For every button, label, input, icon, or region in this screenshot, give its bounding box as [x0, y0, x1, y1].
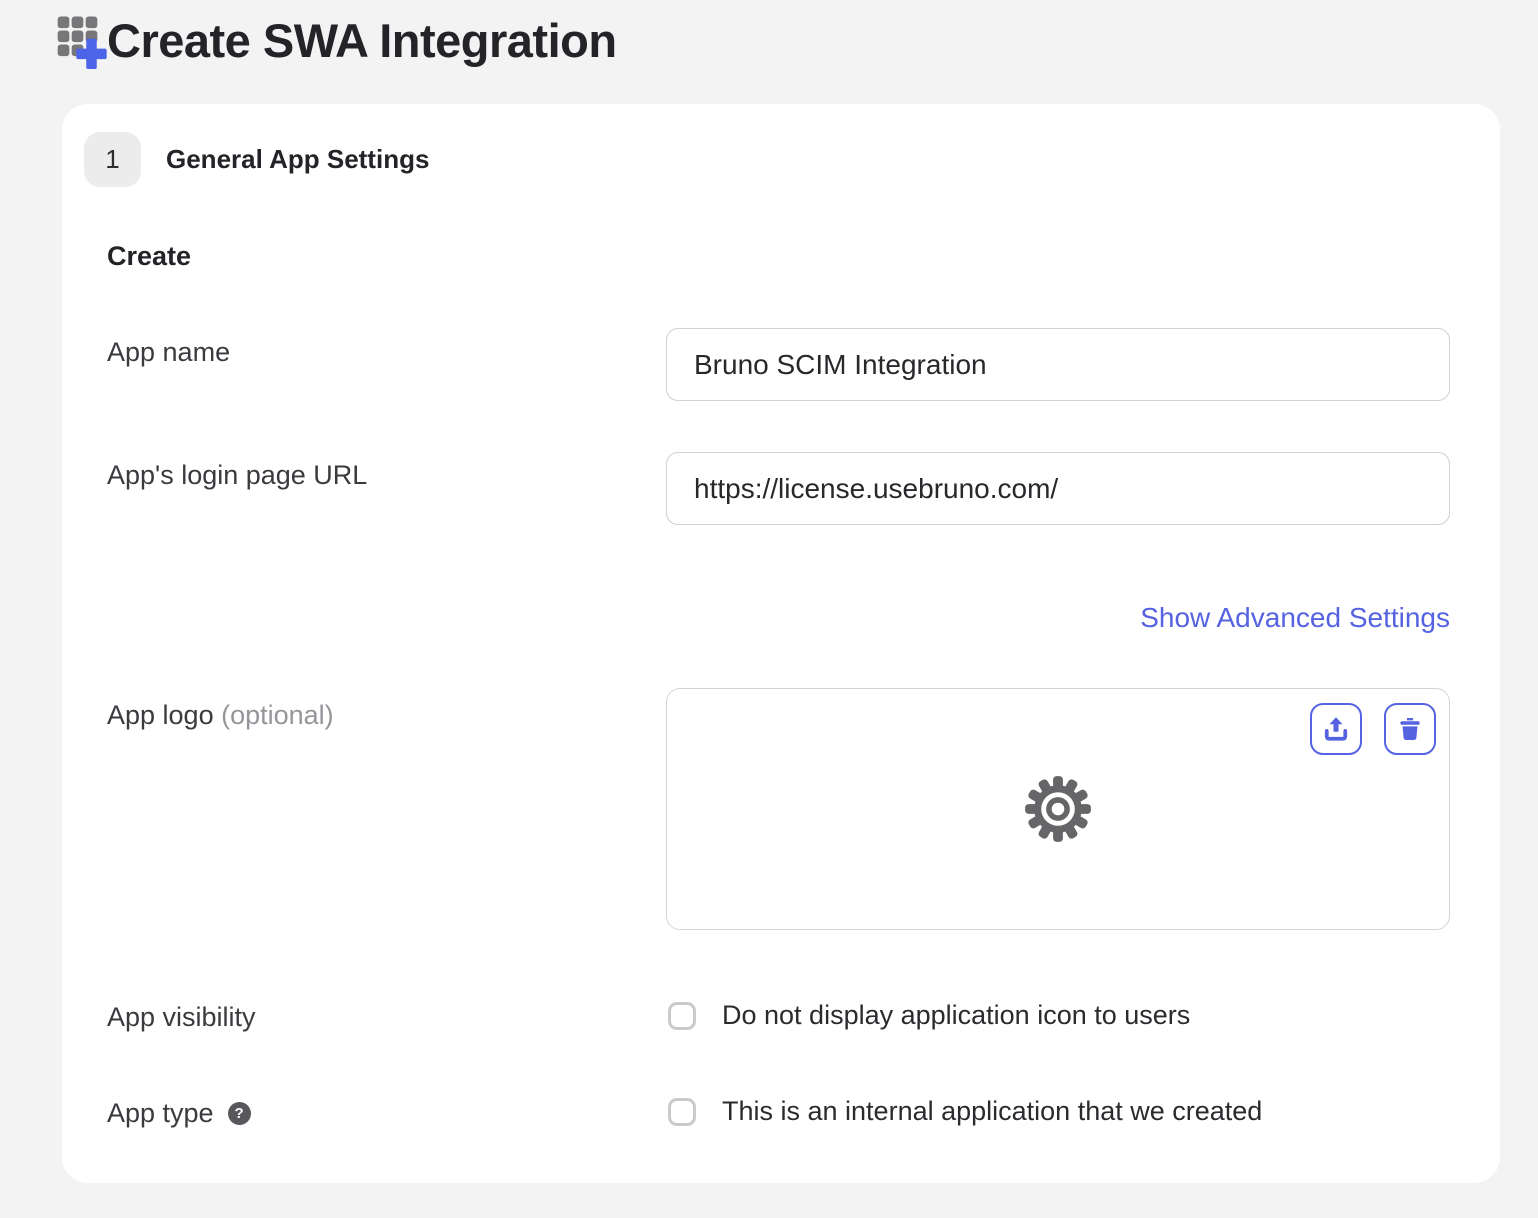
section-heading: Create [107, 241, 192, 271]
app-logo-dropzone[interactable] [666, 688, 1450, 930]
trash-icon [1396, 715, 1424, 743]
grid-plus-icon [55, 13, 107, 69]
app-visibility-checkbox[interactable] [668, 1002, 696, 1030]
app-logo-label-text: App logo [107, 700, 214, 730]
app-type-checkbox-label[interactable]: This is an internal application that we created [722, 1096, 1263, 1126]
step-number-badge: 1 [84, 132, 141, 187]
delete-logo-button[interactable] [1384, 703, 1436, 755]
app-visibility-label: App visibility [107, 1002, 256, 1032]
gear-icon [1023, 774, 1093, 844]
app-type-option [668, 1096, 1262, 1127]
step-title: General App Settings [166, 144, 430, 174]
login-url-input[interactable] [666, 452, 1450, 525]
app-type-label [107, 1098, 251, 1129]
app-name-label: App name [107, 337, 231, 367]
app-logo-label [107, 700, 334, 731]
page-title: Create SWA Integration [107, 14, 617, 67]
upload-logo-button[interactable] [1310, 703, 1362, 755]
login-url-label: App's login page URL [107, 460, 368, 490]
app-visibility-checkbox-label[interactable]: Do not display application icon to users [722, 1000, 1191, 1030]
app-type-label-text: App type [107, 1098, 214, 1128]
logo-actions [1310, 703, 1436, 755]
help-icon[interactable]: ? [228, 1102, 251, 1125]
app-logo-optional-hint: (optional) [221, 700, 334, 730]
upload-icon [1321, 714, 1351, 744]
app-name-input[interactable] [666, 328, 1450, 401]
app-type-checkbox[interactable] [668, 1098, 696, 1126]
app-visibility-option [668, 1000, 1190, 1031]
show-advanced-settings-link[interactable]: Show Advanced Settings [1140, 602, 1450, 633]
wizard-card [62, 104, 1500, 1183]
